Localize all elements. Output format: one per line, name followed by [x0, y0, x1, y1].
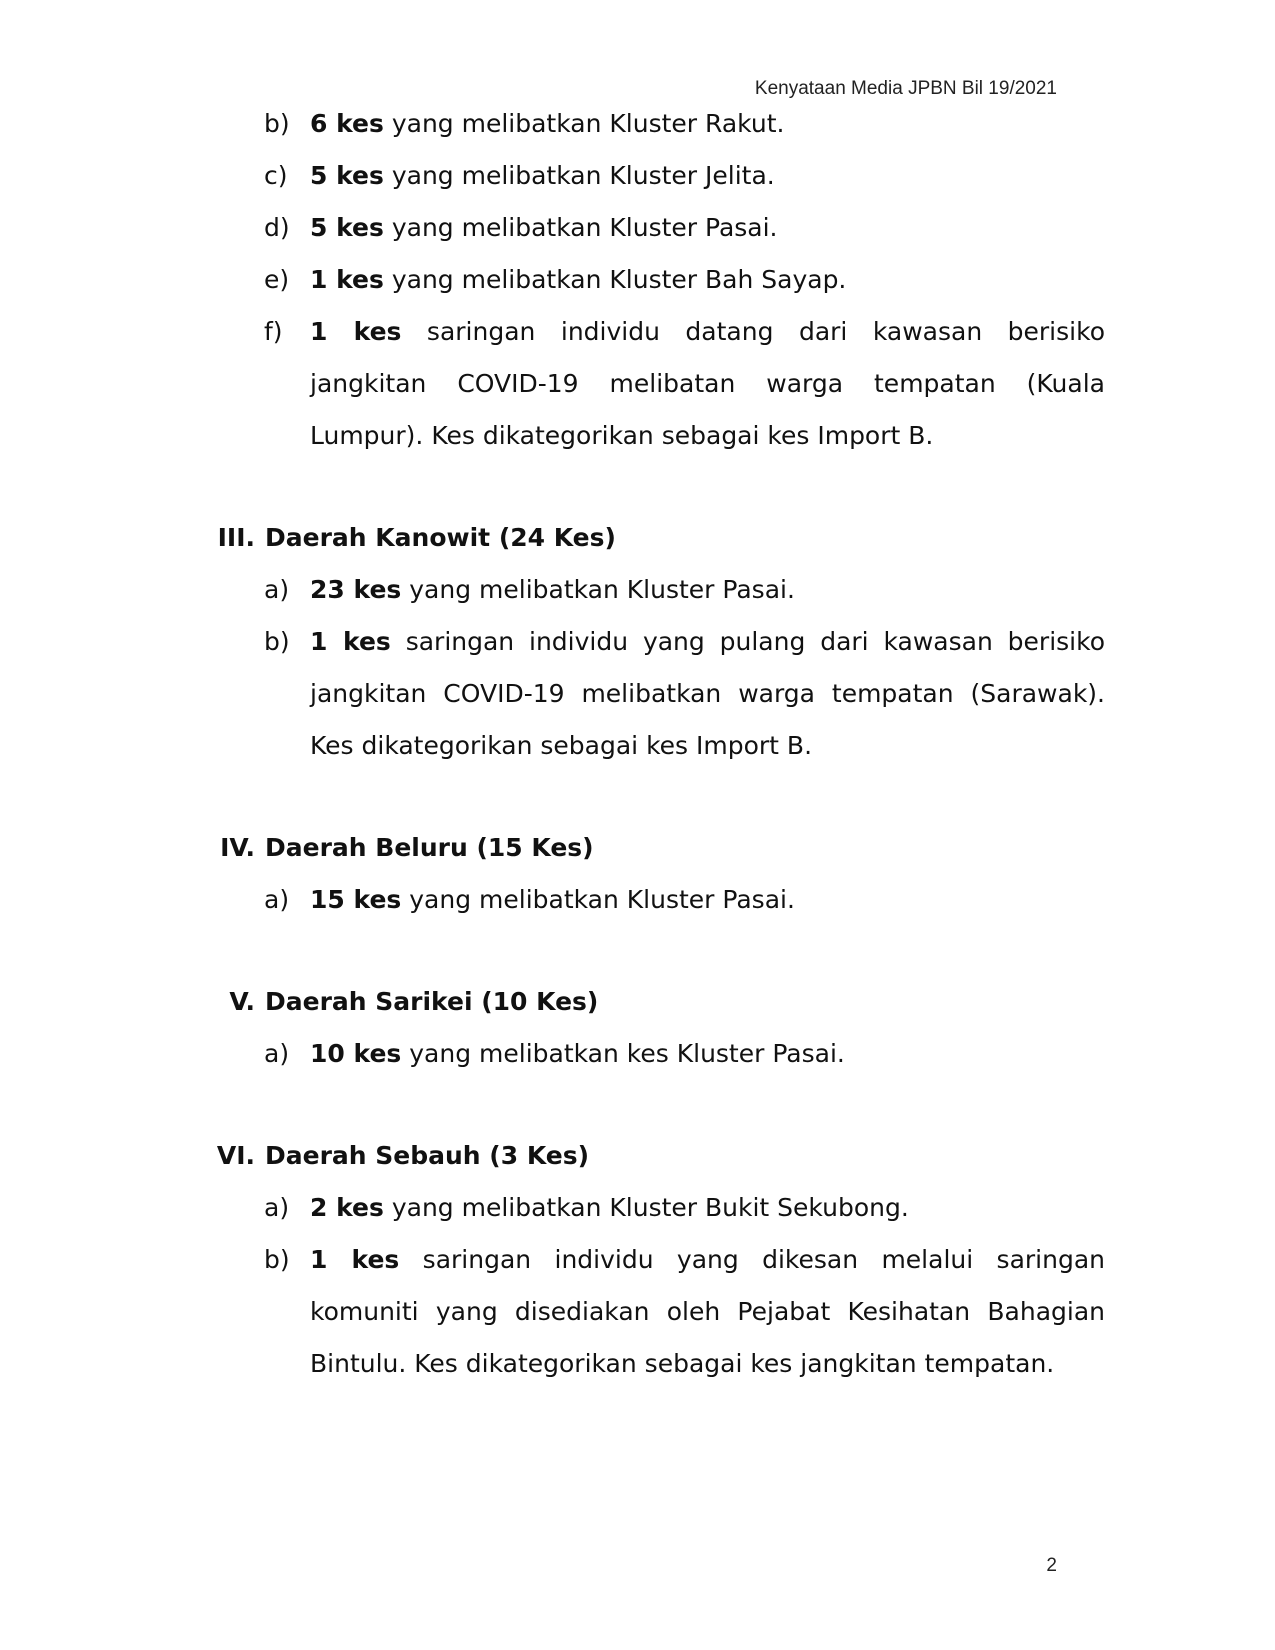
case-count: 1 kes [310, 627, 391, 656]
list-item [264, 306, 1105, 462]
case-description: yang melibatkan Kluster Bah Sayap. [383, 265, 847, 294]
case-count: 2 kes [310, 1193, 384, 1222]
case-count: 5 kes [310, 213, 384, 242]
section-title: Daerah Beluru (15 Kes) [265, 833, 594, 862]
list-marker: a) [264, 1193, 290, 1222]
list-marker: b) [264, 109, 290, 138]
case-description: yang melibatkan Kluster Pasai. [401, 885, 795, 914]
section-title: Daerah Sarikei (10 Kes) [265, 987, 599, 1016]
list-item [264, 874, 1105, 926]
list-marker: b) [264, 627, 290, 656]
list-marker: a) [264, 885, 290, 914]
case-count: 15 kes [310, 885, 402, 914]
list-item [264, 202, 1105, 254]
list-item [264, 616, 1106, 772]
case-count: 1 kes [310, 1245, 400, 1274]
list-marker: d) [264, 213, 290, 242]
case-count: 10 kes [310, 1039, 402, 1068]
section-title: Daerah Kanowit (24 Kes) [265, 523, 616, 552]
section-number: IV. [220, 833, 255, 862]
list-marker: b) [264, 1245, 290, 1274]
section-heading [0, 976, 1275, 1028]
document-header: Kenyataan Media JPBN Bil 19/2021 [754, 78, 1057, 99]
list-item [264, 254, 1105, 306]
list-marker: a) [264, 1039, 290, 1068]
intro-list [0, 98, 1275, 462]
case-count: 1 kes [310, 265, 384, 294]
section-title: Daerah Sebauh (3 Kes) [265, 1141, 590, 1170]
list-item [264, 1234, 1106, 1390]
list-marker: e) [264, 265, 290, 294]
list-marker: f) [264, 317, 283, 346]
case-description: yang melibatkan Kluster Bukit Sekubong. [383, 1193, 909, 1222]
section-number: VI. [216, 1141, 255, 1170]
list-marker: a) [264, 575, 290, 604]
case-description: yang melibatkan kes Kluster Pasai. [401, 1039, 845, 1068]
case-description: yang melibatkan Kluster Rakut. [383, 109, 785, 138]
list-item [264, 98, 1105, 150]
case-description: saringan individu yang dikesan melalui saringan komuniti yang disediakan oleh Pejabat Kesihatan Bahagian Bintulu. Kes dikategorikan sebagai kes jangkitan tempatan. [310, 1245, 1106, 1378]
section-number: V. [229, 987, 255, 1016]
case-description: saringan individu datang dari kawasan berisiko jangkitan COVID-19 melibatan warga tempatan (Kuala Lumpur). Kes dikategorikan sebagai kes Import B. [310, 317, 1105, 450]
case-count: 23 kes [310, 575, 402, 604]
case-count: 6 kes [310, 109, 384, 138]
case-count: 5 kes [310, 161, 384, 190]
document-body [0, 98, 1275, 1390]
section-number: III. [217, 523, 255, 552]
case-count: 1 kes [310, 317, 402, 346]
case-description: yang melibatkan Kluster Pasai. [401, 575, 795, 604]
case-description: yang melibatkan Kluster Jelita. [383, 161, 775, 190]
list-item [264, 1028, 1105, 1080]
case-description: yang melibatkan Kluster Pasai. [383, 213, 778, 242]
list-item [264, 150, 1105, 202]
section-heading [0, 822, 1275, 874]
section-heading [0, 512, 1275, 564]
list-marker: c) [264, 161, 288, 190]
case-description: saringan individu yang pulang dari kawasan berisiko jangkitan COVID-19 melibatkan warga tempatan (Sarawak). Kes dikategorikan sebagai kes Import B. [310, 627, 1106, 760]
page-number: 2 [1046, 1555, 1057, 1576]
list-item [264, 564, 1105, 616]
list-item [264, 1182, 1105, 1234]
section-heading [0, 1130, 1275, 1182]
